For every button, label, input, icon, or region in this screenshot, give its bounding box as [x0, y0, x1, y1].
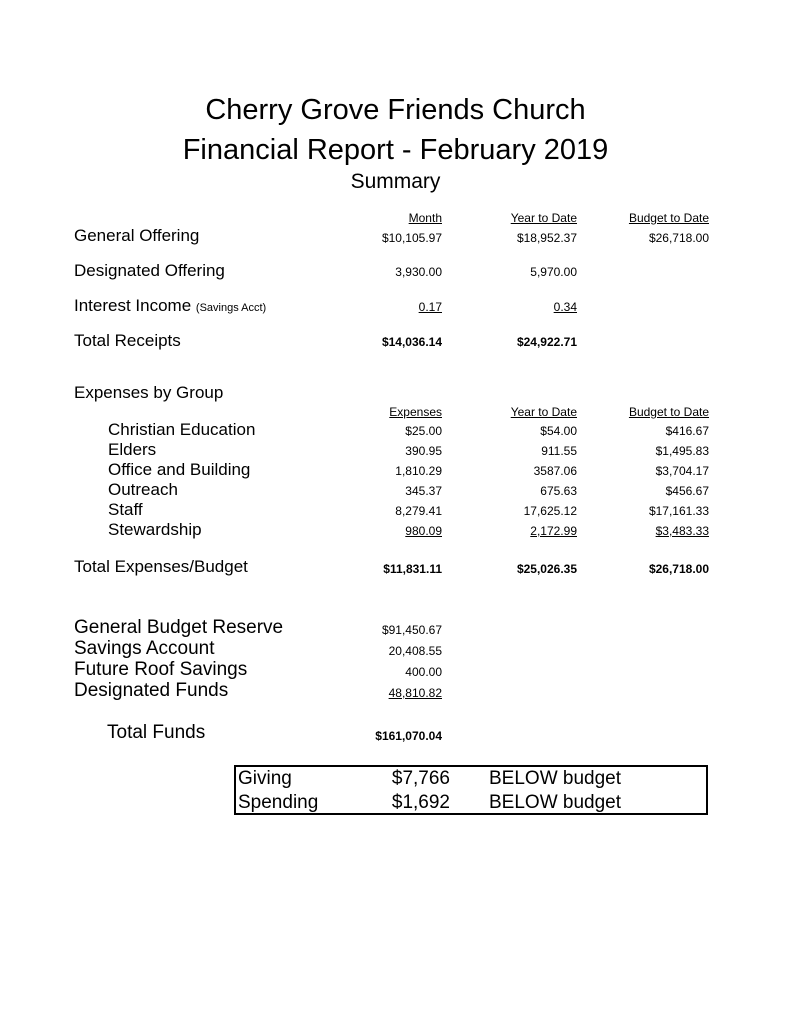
- header-expenses: Expenses: [389, 405, 442, 419]
- expense-row-amount: 1,810.29: [395, 464, 442, 478]
- total-expenses-label: Total Expenses/Budget: [74, 557, 248, 576]
- designated-offering-label: Designated Offering: [74, 261, 225, 280]
- expense-row-ytd: 2,172.99: [530, 524, 577, 538]
- expense-row-budget: $416.67: [665, 424, 709, 438]
- expense-row-ytd: 911.55: [541, 444, 577, 458]
- giving-status: BELOW budget: [489, 768, 622, 789]
- giving-label: Giving: [238, 768, 292, 789]
- expense-row-label: Staff: [108, 500, 143, 519]
- expense-row-amount: 345.37: [405, 484, 442, 498]
- expense-row-label: Elders: [108, 440, 157, 459]
- interest-income-label: [74, 296, 266, 316]
- spending-status: BELOW budget: [489, 792, 622, 813]
- total-funds-value: $161,070.04: [375, 729, 442, 743]
- expense-row-ytd: 17,625.12: [523, 504, 577, 518]
- expense-row-budget: $456.67: [665, 484, 709, 498]
- report-title-church: Cherry Grove Friends Church: [205, 94, 586, 126]
- expense-row-ytd: $54.00: [540, 424, 577, 438]
- expense-row-amount: 980.09: [405, 524, 442, 538]
- header-month: Month: [408, 211, 442, 225]
- total-receipts-ytd: $24,922.71: [516, 335, 577, 349]
- total-expenses-budget: $26,718.00: [648, 562, 709, 576]
- header-year-to-date: Year to Date: [510, 211, 577, 225]
- total-expenses-amount: $11,831.11: [383, 562, 442, 576]
- fund-value: 48,810.82: [388, 686, 442, 700]
- expense-row-label: Christian Education: [108, 420, 256, 439]
- expense-row-budget: $1,495.83: [655, 444, 709, 458]
- general-offering-budget: $26,718.00: [648, 231, 709, 245]
- expense-row-label: Office and Building: [108, 460, 251, 479]
- fund-value: 400.00: [405, 665, 442, 679]
- designated-offering-ytd: 5,970.00: [530, 265, 577, 279]
- total-receipts-label: Total Receipts: [74, 331, 181, 350]
- general-offering-label: General Offering: [74, 226, 200, 245]
- expense-row-amount: 8,279.41: [395, 504, 442, 518]
- report-subtitle: Summary: [350, 170, 441, 193]
- interest-income-month: 0.17: [418, 300, 442, 314]
- header-expenses-ytd: Year to Date: [510, 405, 577, 419]
- spending-label: Spending: [238, 792, 319, 813]
- header-expenses-budget: Budget to Date: [628, 405, 709, 419]
- interest-income-text: Interest Income: [74, 296, 192, 315]
- header-budget-to-date: Budget to Date: [628, 211, 709, 225]
- fund-label: General Budget Reserve: [74, 617, 284, 638]
- giving-amount: $7,766: [391, 768, 450, 789]
- general-offering-ytd: $18,952.37: [516, 231, 577, 245]
- fund-label: Savings Account: [74, 638, 215, 659]
- total-funds-label: Total Funds: [107, 722, 206, 743]
- report-title-period: Financial Report - February 2019: [182, 134, 609, 166]
- expense-row-label: Stewardship: [108, 520, 202, 539]
- expense-row-ytd: 675.63: [540, 484, 577, 498]
- expense-row-budget: $3,704.17: [655, 464, 709, 478]
- designated-offering-month: 3,930.00: [395, 265, 442, 279]
- expense-row-amount: 390.95: [405, 444, 442, 458]
- expense-row-ytd: 3587.06: [533, 464, 577, 478]
- spending-amount: $1,692: [391, 792, 450, 813]
- total-expenses-ytd: $25,026.35: [516, 562, 577, 576]
- interest-income-ytd: 0.34: [553, 300, 577, 314]
- general-offering-month: $10,105.97: [381, 231, 442, 245]
- interest-income-note: (Savings Acct): [195, 302, 267, 314]
- expenses-section-title: Expenses by Group: [74, 383, 224, 402]
- expense-row-amount: $25.00: [405, 424, 442, 438]
- total-receipts-month: $14,036.14: [381, 335, 442, 349]
- fund-label: Designated Funds: [74, 680, 229, 701]
- expense-row-budget: $3,483.33: [655, 524, 709, 538]
- expense-row-label: Outreach: [108, 480, 178, 499]
- fund-value: $91,450.67: [381, 623, 442, 637]
- expense-row-budget: $17,161.33: [648, 504, 709, 518]
- fund-label: Future Roof Savings: [74, 659, 248, 680]
- fund-value: 20,408.55: [388, 644, 442, 658]
